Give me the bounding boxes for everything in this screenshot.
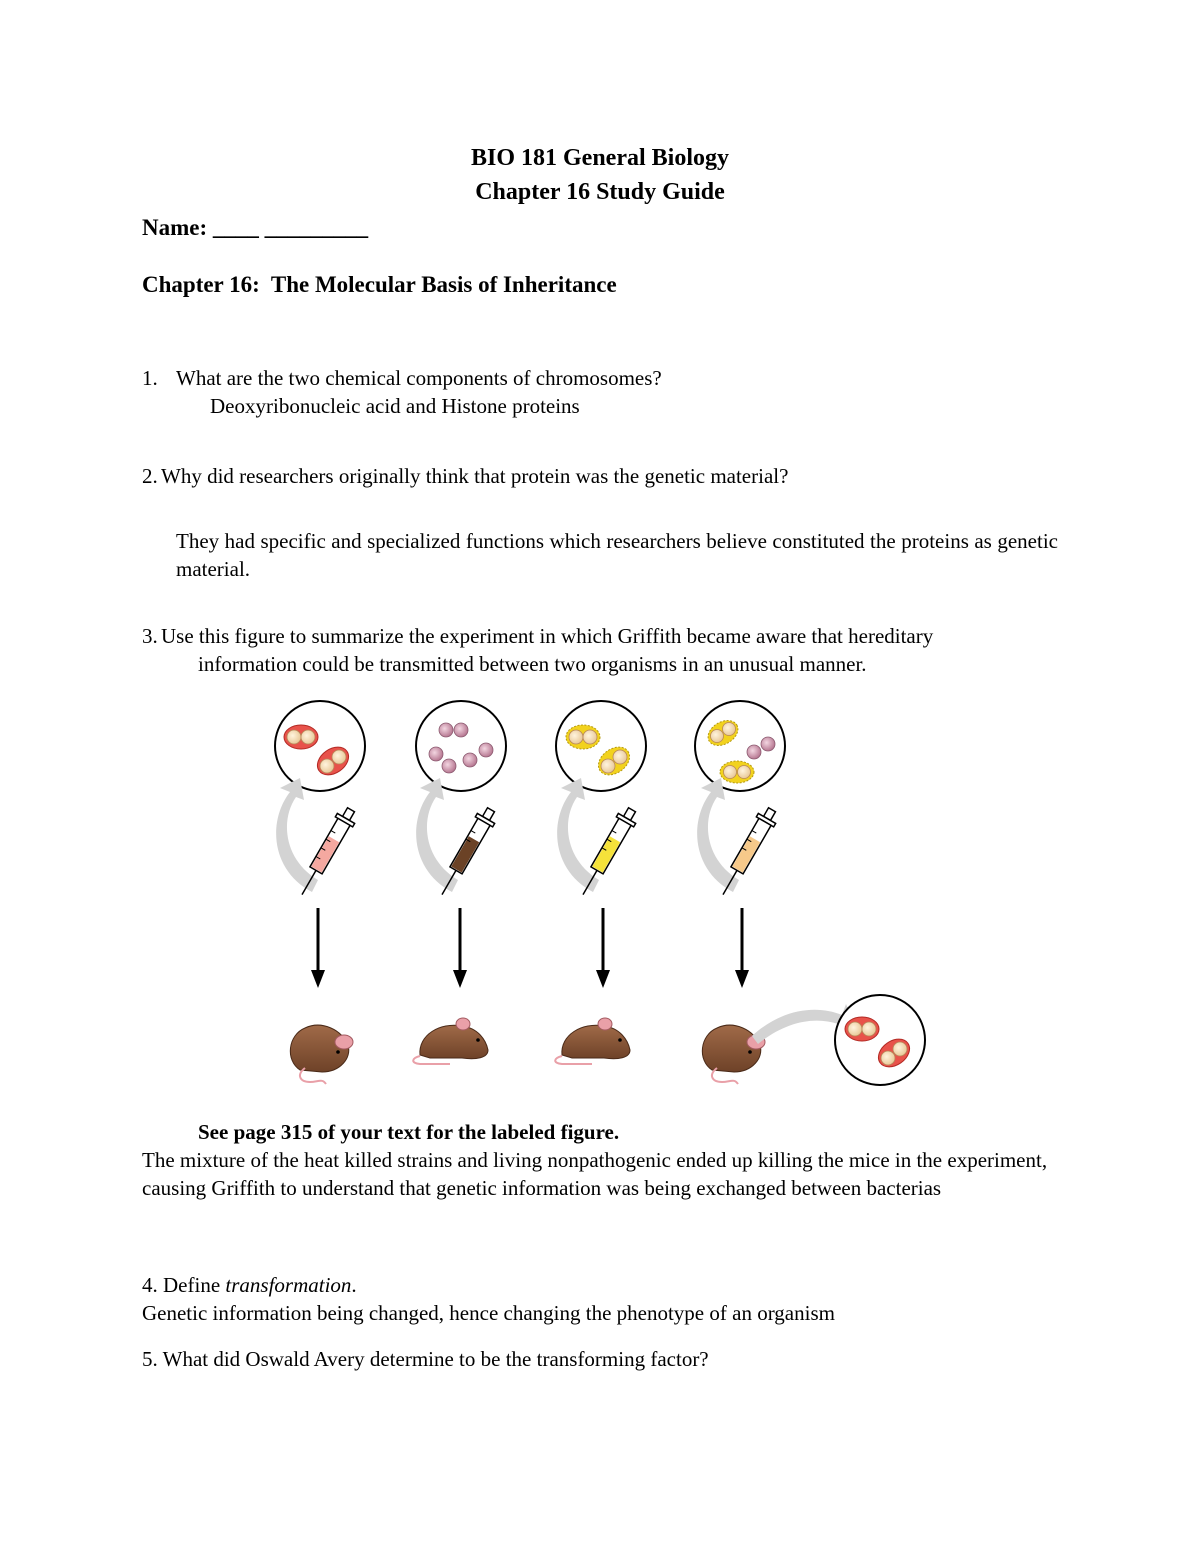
- gray-arrow-up-3: [557, 778, 599, 892]
- rough-cell: [439, 723, 453, 737]
- q4-answer: Genetic information being changed, hence changing the phenotype of an organism: [142, 1301, 835, 1325]
- name-blank: ____ _________: [212, 215, 369, 240]
- petri-dish-1: [275, 701, 365, 791]
- figure-note: See page 315 of your text for the labeled figure.: [198, 1120, 620, 1144]
- chapter-title: The Molecular Basis of Inheritance: [270, 272, 617, 297]
- q4-term: transformation: [225, 1273, 352, 1297]
- guide-title: Chapter 16 Study Guide: [475, 179, 725, 205]
- rough-cell: [463, 753, 477, 767]
- course-title: BIO 181 General Biology: [471, 145, 729, 171]
- mouse-healthy-3: [555, 1018, 630, 1064]
- q2-number: 2.: [142, 464, 158, 488]
- result-petri-dish: [835, 995, 925, 1085]
- q3-number: 3.: [142, 624, 158, 648]
- petri-dish-2: [416, 701, 506, 791]
- down-arrows: [318, 908, 742, 972]
- q3-answer: The mixture of the heat killed strains and living nonpathogenic ended up killing the mice in the experiment, causing Griffith to understand that genetic information was being exchanged between bacterias: [142, 1148, 1048, 1200]
- heat-killed-cell-pair: [566, 725, 600, 749]
- rough-cell: [442, 759, 456, 773]
- down-arrowheads: [311, 970, 749, 988]
- q1-number: 1.: [142, 366, 158, 390]
- smooth-cell-pair: [845, 1017, 879, 1041]
- q4-question: [142, 1271, 357, 1299]
- chapter-label: Chapter 16:: [142, 272, 260, 297]
- petri-dish-3: [556, 701, 646, 791]
- q2-answer: They had specific and specialized functions which researchers believe constituted the proteins as genetic material.: [176, 529, 1058, 581]
- rough-cell: [429, 747, 443, 761]
- q1-question: What are the two chemical components of chromosomes?: [176, 366, 662, 390]
- smooth-cell-pair: [284, 725, 318, 749]
- gray-arrow-up-2: [416, 778, 458, 892]
- petri-dish-4: [695, 701, 785, 791]
- gray-arrow-up-4: [697, 778, 739, 892]
- rough-cell: [761, 737, 775, 751]
- q4-prefix: 4. Define: [142, 1273, 221, 1297]
- rough-cell: [454, 723, 468, 737]
- gray-arrow-up-1: [276, 778, 318, 892]
- q4-suffix: .: [351, 1273, 357, 1297]
- q5-question: 5. What did Oswald Avery determine to be the transforming factor?: [142, 1347, 709, 1371]
- q3-question-line1: Use this figure to summarize the experiment in which Griffith became aware that hereditary: [161, 624, 934, 648]
- q1-answer: Deoxyribonucleic acid and Histone proteins: [210, 394, 580, 418]
- curved-arrows-up: [276, 778, 739, 892]
- rough-cell: [747, 745, 761, 759]
- rough-cell: [479, 743, 493, 757]
- mouse-dead-1: [290, 1025, 353, 1084]
- name-label: Name:: [142, 215, 208, 240]
- q2-question: Why did researchers originally think that protein was the genetic material?: [161, 464, 789, 488]
- mouse-healthy-2: [413, 1018, 488, 1064]
- heat-killed-cell-pair: [720, 761, 754, 783]
- q3-question-line2: information could be transmitted between two organisms in an unusual manner.: [198, 652, 867, 676]
